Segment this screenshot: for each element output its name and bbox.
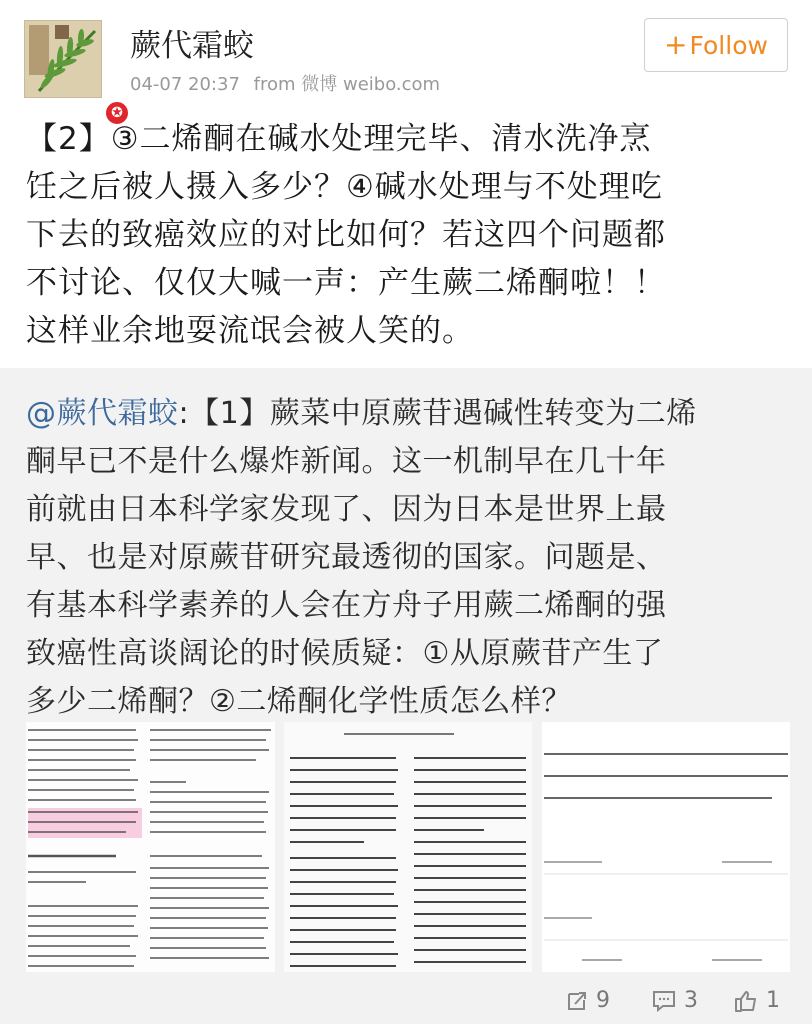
- repost-button[interactable]: [566, 978, 610, 1024]
- timestamp: 04-07 20:37: [130, 74, 240, 95]
- like-count: 1: [766, 988, 780, 1013]
- retweet-line: 早、也是对原蕨苷研究最透彻的国家。问题是、: [26, 540, 667, 575]
- retweet-line-rest: :【1】蕨菜中原蕨苷遇碱性转变为二烯: [178, 396, 697, 431]
- retweet-line: 酮早已不是什么爆炸新闻。这一机制早在几十年: [26, 444, 667, 479]
- thumbs-up-icon: [734, 990, 758, 1012]
- action-bar: [0, 978, 812, 1024]
- repost-count: 9: [596, 988, 610, 1013]
- mention-link[interactable]: @蕨代霜蛟: [26, 396, 179, 431]
- comment-button[interactable]: [652, 978, 698, 1024]
- plus-icon: +: [664, 28, 688, 61]
- post-line: 不讨论、仅仅大喊一声：产生蕨二烯酮啦！！: [26, 265, 666, 301]
- retweet-card[interactable]: [0, 368, 812, 1024]
- retweet-body: [26, 390, 796, 726]
- post-header: [0, 0, 812, 121]
- retweet-line: 致癌性高谈阔论的时候质疑：①从原蕨苷产生了: [26, 636, 664, 671]
- image-thumbnail-english-paper[interactable]: [26, 722, 275, 972]
- retweet-line: 多少二烯酮？②二烯酮化学性质怎么样？: [26, 684, 572, 719]
- username[interactable]: 蕨代霜蛟: [130, 28, 254, 64]
- post-line: 饪之后被人摄入多少？④碱水处理与不处理吃: [26, 169, 663, 205]
- repost-icon: [566, 990, 588, 1012]
- post-line: 【2】③二烯酮在碱水处理完毕、清水洗净烹: [26, 121, 652, 157]
- retweet-line: 有基本科学素养的人会在方舟子用蕨二烯酮的强: [26, 588, 667, 623]
- post-meta: [130, 70, 448, 96]
- follow-button[interactable]: [644, 18, 788, 72]
- image-thumbnail-chinese-book[interactable]: [284, 722, 532, 972]
- verified-badge-icon: ✪: [104, 100, 130, 126]
- post-body: [26, 115, 796, 355]
- image-grid: [26, 722, 790, 972]
- image-thumbnail-weibo-screenshot[interactable]: [542, 722, 790, 972]
- post-line: 下去的致癌效应的对比如何？若这四个问题都: [26, 217, 666, 253]
- post-source: from 微博 weibo.com: [253, 74, 441, 95]
- retweet-line: 前就由日本科学家发现了、因为日本是世界上最: [26, 492, 667, 527]
- follow-label: Follow: [689, 31, 768, 60]
- fern-avatar-image: [24, 20, 102, 98]
- post-line: 这样业余地耍流氓会被人笑的。: [26, 313, 474, 349]
- comment-count: 3: [684, 988, 698, 1013]
- like-button[interactable]: [734, 978, 780, 1024]
- comment-icon: [652, 990, 676, 1012]
- retweet-line: [26, 390, 796, 438]
- avatar[interactable]: [24, 20, 123, 121]
